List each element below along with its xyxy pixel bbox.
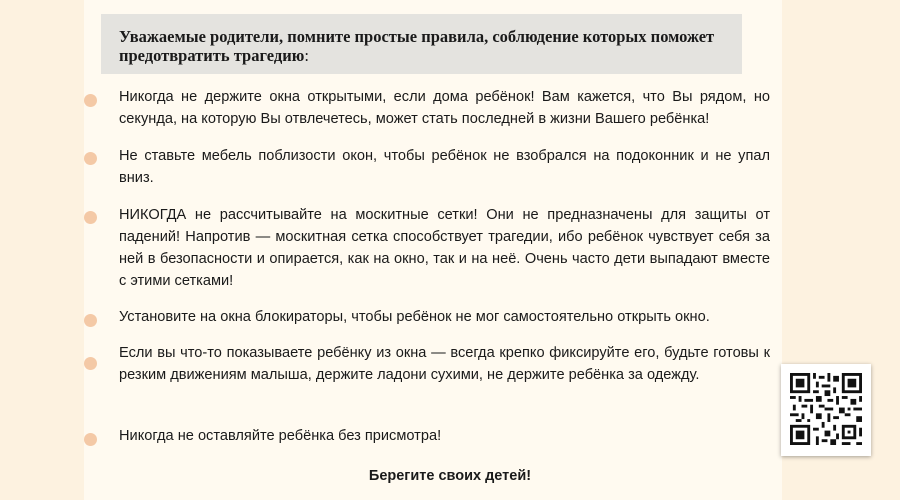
- rule-item: Установите на окна блокираторы, чтобы ребёнок не мог самостоятельно открыть окно.: [119, 309, 710, 325]
- bullet-dot: [84, 314, 97, 327]
- bullet-dot: [84, 152, 97, 165]
- bullet-dot: [84, 433, 97, 446]
- rule-item: Если вы что-то показываете ребёнку из окна — всегда крепко фиксируйте его, будьте готовы к резким движениям малыша, держите ладони сухими, не держите ребёнка за одежду.: [119, 345, 770, 383]
- header-title: Уважаемые родители, помните простые правила, соблюдение которых поможет предотвратить трагедию:: [119, 27, 715, 65]
- qr-code-card[interactable]: [781, 364, 871, 456]
- rule-item: Не ставьте мебель поблизости окон, чтобы ребёнок не взобрался на подоконник и не упал вниз.: [119, 148, 770, 186]
- bullet-dot: [84, 357, 97, 370]
- rule-item: Никогда не оставляйте ребёнка без присмотра!: [119, 428, 442, 444]
- rule-item: НИКОГДА не рассчитывайте на москитные сетки! Они не предназначены для защиты от падений! Напротив — москитная сетка способствует трагедии, ибо ребёнок чувствует себя за ней в безопасности и опирается, как на окно, так и на неё. Очень часто дети выпадают вместе с этими сетками!: [119, 207, 770, 289]
- bullet-dot: [84, 211, 97, 224]
- closing-slogan: Берегите своих детей!: [368, 468, 532, 484]
- bullet-dot: [84, 94, 97, 107]
- rule-item: Никогда не держите окна открытыми, если дома ребёнок! Вам кажется, что Вы рядом, но секунда, на которую Вы отвлечетесь, может стать последней в жизни Вашего ребёнка!: [119, 89, 770, 127]
- qr-code-icon: [790, 373, 862, 445]
